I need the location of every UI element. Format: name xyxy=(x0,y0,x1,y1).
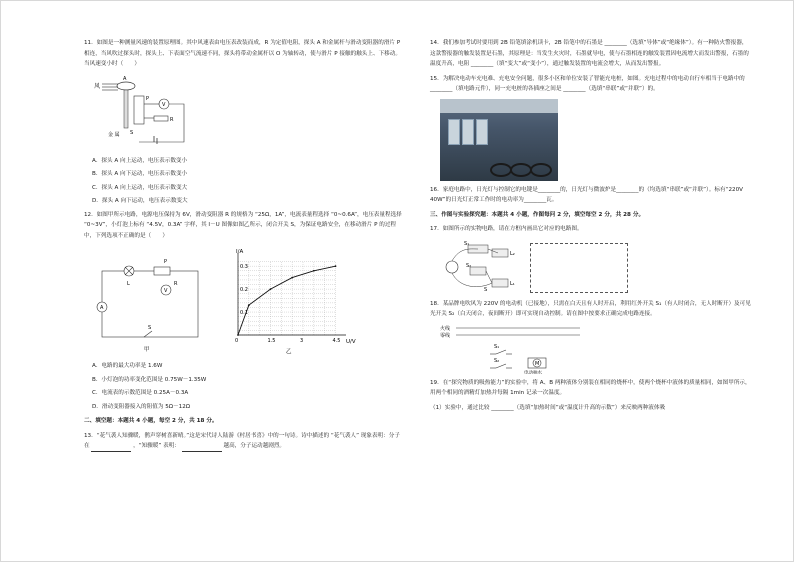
y-tick-label: 0.1 xyxy=(240,310,248,317)
q11-stem: 11．如图是一种测量风速的装置原理图。其中风速表由电压表改装而成，R 为定值电阻，探头 A 和金属杆与滑动变阻器的滑片 P 相连，当风吹过探头时，探头上、下表面空气流速不同，探头将带动金属杆以 O 为轴转动，使与滑片 P 接触的触头上、下移动。当风速变小时（ ） xyxy=(84,40,401,67)
x-tick-label: 3 xyxy=(300,338,304,344)
neutral-wire-label: 零线 xyxy=(440,332,451,339)
iv-data-point xyxy=(248,304,250,306)
q13-text xyxy=(84,431,404,452)
q18-switch-s1 xyxy=(496,350,506,354)
q12-stem: 12．如图甲所示电路，电源电压保持为 6V，滑动变阻器 R 的规格为 “25Ω，1A”，电流表量程选择 “0~0.6A”，电压表量程选择 “0~3V”，小灯泡上标有 “4.5V，0.3A” 字样，其 I－U 图像如图乙所示，闭合开关 S，为保证电路安全，在移动滑片 P 的过程中，下列选项不正确的是（ ） xyxy=(84,211,402,239)
voltmeter-12-label: V xyxy=(164,288,168,294)
s2-label: S₂ xyxy=(466,262,472,269)
motor-caption: 电动抽水 xyxy=(524,370,542,374)
x-tick-label: 0 xyxy=(235,338,239,344)
q11-option-a: A．探头 A 向上运动，电压表示数变小 xyxy=(92,157,188,164)
section-2-heading: 二、填空题：本题共 4 小题，每空 2 分，共 18 分。 xyxy=(84,418,218,424)
y-axis-label: I/A xyxy=(236,249,244,255)
q16-text: 16．家庭电路中，日光灯与控制它的电键是________的，日光灯与微波炉是________的（均选填“串联”或“并联”）。标有“220V 40W”的日光灯正常工作时的电功率为________瓦。 xyxy=(430,186,749,203)
iv-graph-yi xyxy=(224,245,364,357)
x-axis-label: U/V xyxy=(346,339,356,345)
slider-p-label-12: P xyxy=(164,259,168,265)
voltmeter-label: V xyxy=(162,101,166,108)
right-column xyxy=(430,38,752,417)
y-tick-label: 0.2 xyxy=(240,287,248,294)
charging-station-photo xyxy=(440,99,558,181)
q12-figures xyxy=(94,245,394,357)
lamp-l1 xyxy=(492,279,508,287)
s-label: S xyxy=(484,286,488,293)
resistor-r xyxy=(154,116,168,121)
physical-circuit xyxy=(440,239,530,295)
q13-text-part3: 越高，分子运动越剧烈。 xyxy=(223,443,286,449)
q14-text: 14．我们参加考试时要用到 2B 铅笔填涂机读卡，2B 铅笔中的石墨是 ________（选填“导体”或“绝缘体”）。有一种防火警报器，这款警报器的触发装置是石墨，其原理是：当发生火灾时，石墨就导电，使与石墨相连的触发装置因电流增大而发出警报，石墨的温度升高，电阻 ________（填“变大”或“变小”），通过触发装置的电流会增大，从而发出警报。 xyxy=(430,40,749,67)
ammeter-12-label: A xyxy=(100,305,104,311)
probe-a-label: A xyxy=(123,75,127,82)
switch-s-label: S xyxy=(130,129,134,136)
motor-label: M xyxy=(535,360,540,367)
wind-sensor-diagram xyxy=(94,74,204,152)
rheostat-r xyxy=(154,267,170,275)
resistor-r-label: R xyxy=(170,116,174,123)
iv-data-point xyxy=(291,277,293,279)
metal-label: 金 属 xyxy=(108,131,120,138)
iv-data-point xyxy=(270,288,272,290)
rheostat-body xyxy=(134,96,144,124)
q12-option-a: A．电路的最大功率是 1.6W xyxy=(92,363,163,369)
battery-symbol xyxy=(446,261,458,273)
q12-option-d: D．滑动变阻器接入的阻值为 5Ω－12Ω xyxy=(92,403,191,410)
circuit-diagram-jia xyxy=(94,245,204,357)
left-column xyxy=(84,38,404,456)
q18-text: 18．某品牌电吹风为 220V 的电动机（已接地），只需在白天且有人时开启，利用红外开关 S₁（有人时闭合，无人时断开）及可见光开关 S₂（白天闭合，夜间断开）即可实现自动控制。请在图中按要求正确完成电路连接。 xyxy=(430,300,751,317)
q12-option-c: C．电流表的示数范围是 0.25A－0.3A xyxy=(92,390,189,396)
q17-figure xyxy=(440,239,650,295)
q19-text: 19．在“探究物质的吸热能力”的实验中，将 A、B 两种液体分别装在相同的烧杯中，使两个烧杯中液体的质量相同，如图甲所示，用两个相同的酒精灯加热并每隔 1min 记录一次温度。 xyxy=(430,379,751,396)
s1-label: S₁ xyxy=(464,240,470,247)
q13-blank-2[interactable] xyxy=(182,444,222,452)
q18-s2-label: S₂ xyxy=(494,357,500,364)
q18-switch-s2 xyxy=(496,364,506,368)
x-tick-label: 4.5 xyxy=(332,338,341,344)
q15-text: 15．为解决电动车充电难、充电安全问题，很多小区和单位安装了智能充电桩，如图。充电过程中的电动自行车相当于电路中的 ________（填电路元件），同一充电桩的各插座之间是 ________（选填“串联”或“并联”）的。 xyxy=(430,75,745,92)
switch-s-12 xyxy=(144,331,152,337)
slider-p-label: P xyxy=(146,95,150,102)
q11-option-b: B．探头 A 向下运动，电压表示数变小 xyxy=(92,171,188,177)
iv-data-point xyxy=(335,265,337,267)
section-3-heading: 三、作图与实验探究题：本题共 4 小题，作图每问 2 分，填空每空 2 分，共 28 分。 xyxy=(430,211,645,218)
probe-a-shape xyxy=(117,82,135,90)
switch-s-12-label: S xyxy=(148,325,152,331)
answer-box[interactable] xyxy=(530,243,628,293)
lamp-l2 xyxy=(492,249,508,257)
q18-figure xyxy=(440,324,640,374)
switch-s2 xyxy=(470,267,486,275)
l2-label: L₂ xyxy=(510,250,515,257)
q19-sub1-text: （1）实验中，通过比较 ________（选填“加热时间”或“温度计升高的示数”）来反映两种液体吸 xyxy=(430,404,666,411)
q11-option-c: C．探头 A 向上运动，电压表示数变大 xyxy=(92,184,188,191)
q11-figure xyxy=(94,74,204,152)
iv-curve-line xyxy=(238,266,336,335)
q13-text-part2: ，“知骤暖” 表明： xyxy=(133,443,180,449)
q13-text-part1: 13．“花气袭人知骤暖，鹊声穿树喜新晴。”这是宋代诗人陆游《村居书喜》中的一句诗。诗中描述的 “花气袭人” 现象表明：分子在 xyxy=(84,432,400,449)
x-tick-label: 1.5 xyxy=(267,338,276,344)
graph-caption-yi: 乙 xyxy=(286,349,292,355)
l1-label: L₁ xyxy=(510,280,515,287)
q18-s1-label: S₁ xyxy=(494,343,500,350)
iv-data-point xyxy=(237,334,239,336)
live-wire-label: 火线 xyxy=(440,325,451,332)
iv-data-point xyxy=(313,270,315,272)
q11-option-d: D．探头 A 向下运动，电压表示数变大 xyxy=(92,198,188,204)
y-tick-label: 0.3 xyxy=(240,264,248,271)
q17-text: 17．如图所示的实物电路，请在方框内画出它对应的电路图。 xyxy=(430,226,583,232)
wind-label: 风 xyxy=(94,82,101,90)
metal-rod xyxy=(124,90,128,128)
wiring-diagram xyxy=(440,324,640,374)
q12-option-b: B．小灯泡的功率变化范围是 0.75W－1.35W xyxy=(92,376,207,383)
rheostat-r-label: R xyxy=(174,281,178,287)
q13-blank-1[interactable] xyxy=(91,444,131,452)
circuit-caption-jia: 甲 xyxy=(144,347,150,353)
lamp-l-label: L xyxy=(127,281,130,287)
